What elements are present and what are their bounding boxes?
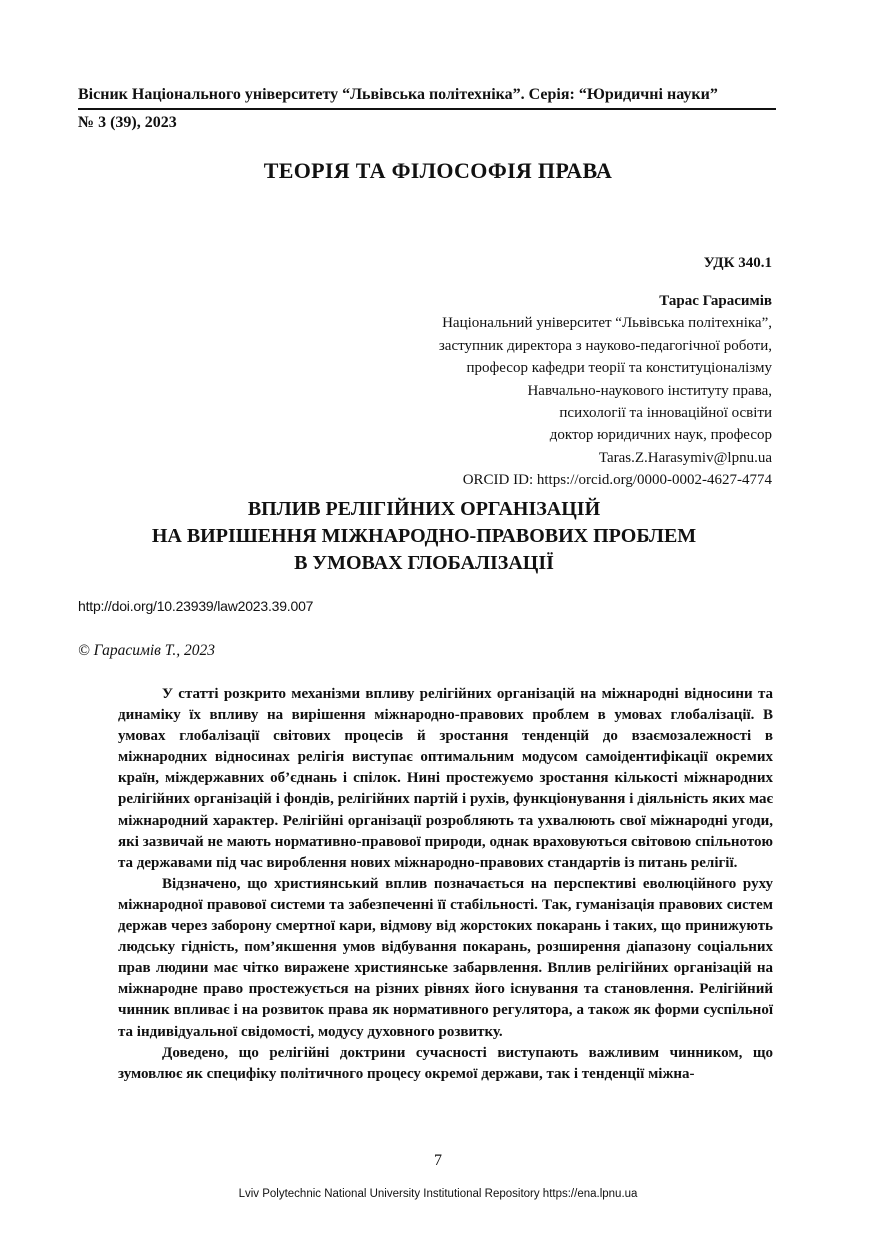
issue-number: № 3 (39), 2023: [78, 114, 177, 131]
article-title-line: ВПЛИВ РЕЛІГІЙНИХ ОРГАНІЗАЦІЙ: [247, 498, 601, 520]
repository-footer: Lviv Polytechnic National University Institutional Repository https://ena.lpnu.ua: [238, 1188, 638, 1200]
author-email[interactable]: Taras.Z.Harasymiv@lpnu.ua: [598, 449, 772, 466]
article-title-line: НА ВИРІШЕННЯ МІЖНАРОДНО-ПРАВОВИХ ПРОБЛЕМ: [151, 525, 697, 547]
abstract: [118, 684, 773, 1085]
journal-header: Вісник Національного університету “Львівська політехніка”. Серія: “Юридичні науки”: [78, 86, 718, 103]
affiliation-line: професор кафедри теорії та конституціоналізму: [466, 360, 772, 377]
affiliation-line: Національний університет “Львівська політехніка”,: [442, 315, 772, 332]
affiliation-line: доктор юридичних наук, професор: [549, 427, 772, 444]
author-name: Тарас Гарасимів: [659, 293, 772, 309]
affiliation-line: психології та інноваційної освіти: [559, 405, 772, 422]
udk-code: УДК 340.1: [703, 255, 772, 271]
section-title: ТЕОРІЯ ТА ФІЛОСОФІЯ ПРАВА: [263, 158, 613, 183]
article-title: [0, 496, 848, 577]
author-block: [312, 290, 772, 492]
abstract-paragraph: У статті розкрито механізми впливу релігійних організацій на міжнародні відносини та динаміку їх впливу на вирішення міжнародно-правових проблем в умовах глобалізації. В умовах глобалізації світових процесів й зростання тенденцій до взаємозалежності в міжнародних відносинах релігія виступає оптимальним модусом самоідентифікації окремих країн, міждержавних об’єднань і спілок. Нині простежуємо зростання кількості міжнародних релігійних організацій і фондів, релігійних партій і рухів, функціонування і діяльність яких має міжнародний характер. Релігійні організації розробляють та ухвалюють свої міжнародні угоди, які зазвичай не мають нормативно-правової природи, однак враховуються світовою спільнотою та державами під час вироблення нових міжнародно-правових стандартів із питань релігії.: [118, 686, 773, 871]
page-number: 7: [434, 1152, 442, 1169]
header-rule: [78, 108, 776, 110]
abstract-paragraph: Відзначено, що християнський вплив позначається на перспективі еволюційного руху міжнародної правової системи та забезпеченні її стабільності. Так, гуманізація правових систем держав через заборону смертної кари, відмову від жорстоких покарань і таких, що принижують людську гідність, пом’якшення умов відбування покарань, розширення діапазону соціальних прав людини має чітко виражене християнське забарвлення. Вплив релігійних організацій на міжнародне право простежується на різних рівнях його існування та становлення. Релігійний чинник впливає і на розвиток права як нормативного регулятора, а також як форми суспільної та індивідуальної свідомості, модусу духовного розвитку.: [118, 875, 773, 1040]
abstract-paragraph: Доведено, що релігійні доктрини сучасності виступають важливим чинником, що зумовлює як специфіку політичного процесу окремої держави, так і тенденції міжна-: [118, 1044, 773, 1082]
author-orcid[interactable]: ORCID ID: https://orcid.org/0000-0002-4627-4774: [462, 472, 772, 489]
doi-link[interactable]: http://doi.org/10.23939/law2023.39.007: [78, 598, 314, 614]
article-title-line: В УМОВАХ ГЛОБАЛІЗАЦІЇ: [294, 552, 554, 574]
affiliation-line: Навчально-наукового інституту права,: [527, 382, 772, 399]
copyright-notice: © Гарасимів Т., 2023: [78, 642, 216, 659]
affiliation-line: заступник директора з науково-педагогічної роботи,: [438, 337, 772, 354]
